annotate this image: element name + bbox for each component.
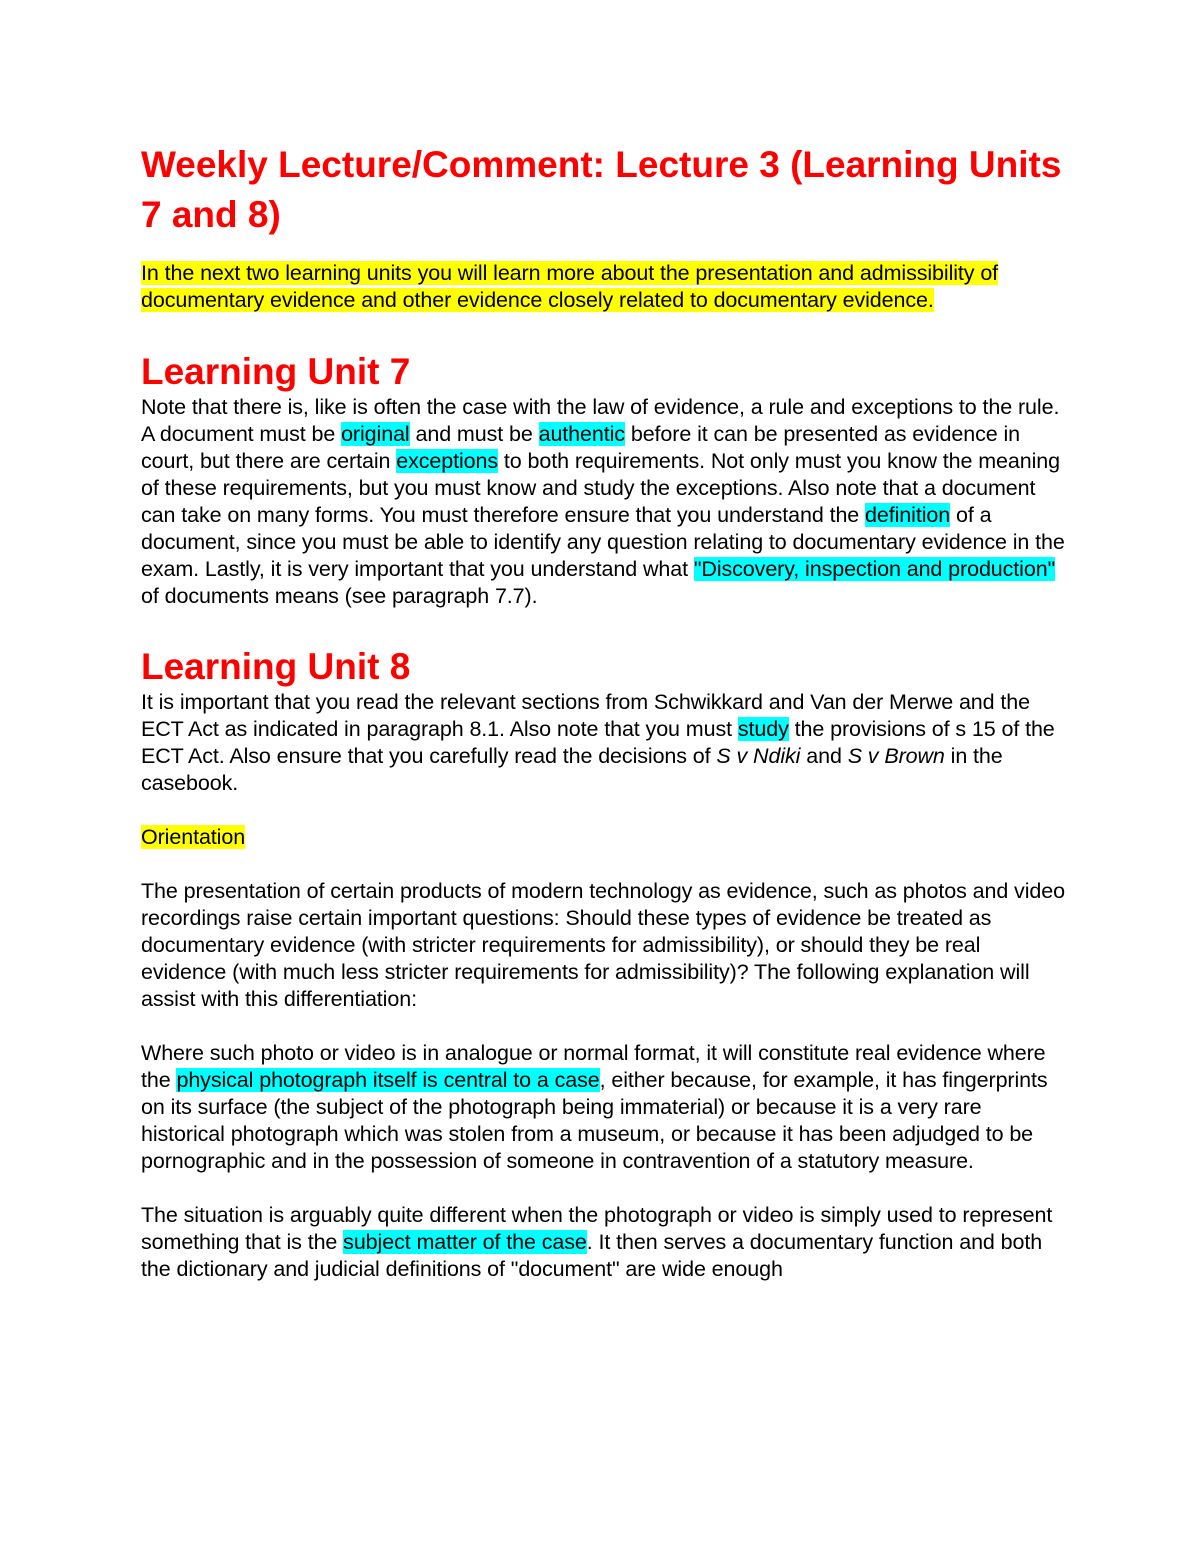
document-page [141,140,1066,1310]
unit-7-heading: Learning Unit 7 [141,351,411,392]
highlight-original: original [341,422,410,446]
title-block [141,140,1066,240]
text-run: the provisions of s 15 of the ECT Act. Also ensure that you carefully read the decisions of [141,717,1055,768]
intro-paragraph [141,260,1066,314]
text-run: of documents means (see paragraph 7.7). [141,584,538,608]
highlight-exceptions: exceptions [396,449,499,473]
orientation-highlight: Orientation [141,825,246,849]
text-run: of a document, since you must be able to identify any question relating to documentary evidence in the exam. Lastly, it is very important that you understand what [141,503,1065,581]
text-run: and [800,744,848,768]
paragraph-technology: The presentation of certain products of modern technology as evidence, such as photos and video recordings raise certain important questions: Should these types of evidence be treated as documentary evidence (with stricter requirements for admissibility), or should they be real evidence (with much less stricter requirements for admissibility)? The following explanation will assist with this differentiation: [141,879,1065,1011]
text-run: Where such photo or video is in analogue or normal format, it will constitute real evidence where the [141,1041,1046,1092]
text-run: . It then serves a documentary function and both the dictionary and judicial definitions of "document" are wide enough [141,1230,1043,1281]
text-run: in the casebook. [141,744,1003,795]
text-run: to both requirements. Not only must you know the meaning of these requirements, but you must know and study the exceptions. Also note that a document can take on many forms. You must therefore ensure that you understand the [141,449,1061,527]
orientation-label [141,824,1066,851]
unit-7-paragraph [141,394,1066,610]
text-run: before it can be presented as evidence in court, but there are certain [141,422,1020,473]
case-name-brown: S v Brown [847,744,945,768]
text-run: The situation is arguably quite different when the photograph or video is simply used to represent something that is the [141,1203,1053,1254]
highlight-authentic: authentic [538,422,625,446]
paragraph-documentary-function [141,1202,1066,1283]
highlight-physical-photograph: physical photograph itself is central to a case [176,1068,600,1092]
case-name-ndiki: S v Ndiki [716,744,801,768]
unit-8-heading: Learning Unit 8 [141,646,411,687]
text-run: and must be [409,422,539,446]
unit-8-paragraph [141,689,1066,797]
text-run: It is important that you read the relevant sections from Schwikkard and Van der Merwe and the ECT Act as indicated in paragraph 8.1. Also note that you must [141,690,1030,741]
text-run: , either because, for example, it has fingerprints on its surface (the subject of the photograph being immaterial) or because it is a very rare historical photograph which was stolen from a museum, or because it has been adjudged to be pornographic and in the possession of someone in contravention of a statutory measure. [141,1068,1048,1173]
highlight-subject-matter: subject matter of the case [343,1230,587,1254]
intro-highlight: In the next two learning units you will learn more about the presentation and admissibility of documentary evidence and other evidence closely related to documentary evidence. [141,261,999,312]
highlight-definition: definition [865,503,951,527]
text-run: Note that there is, like is often the case with the law of evidence, a rule and exceptions to the rule. A document must be [141,395,1060,446]
highlight-discovery: "Discovery, inspection and production" [693,557,1056,581]
highlight-study: study [737,717,789,741]
paragraph-analogue [141,1040,1066,1175]
page-title: Weekly Lecture/Comment: Lecture 3 (Learning Units 7 and 8) [141,144,1062,235]
